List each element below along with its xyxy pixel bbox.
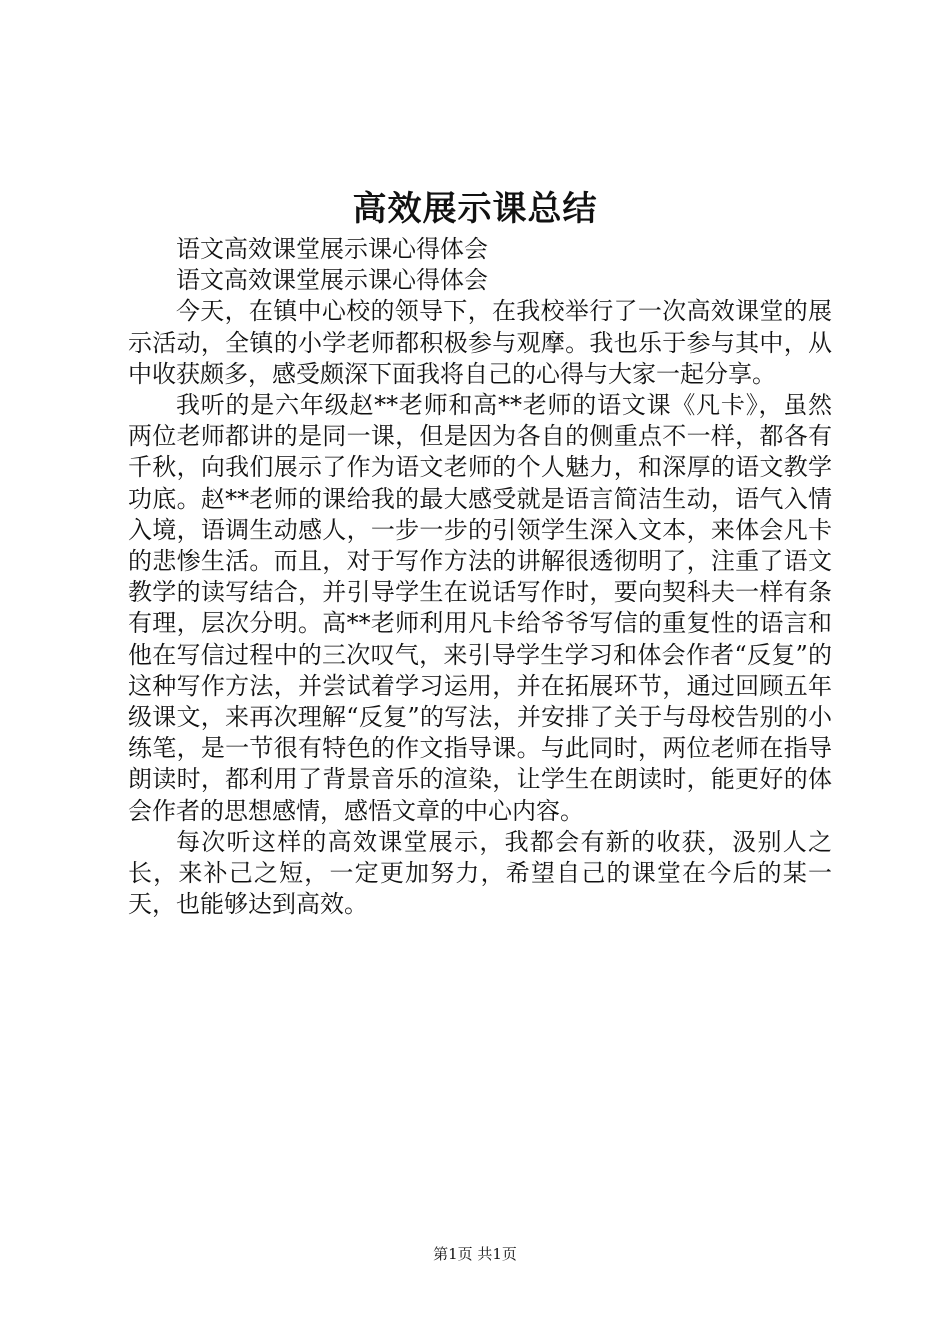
document-title: 高效展示课总结 — [352, 189, 598, 229]
paragraph-main: 我听的是六年级赵**老师和高**老师的语文课《凡卡》，虽然两位老师都讲的是同一课，但是因为各自的侧重点不一样，都各有千秋，向我们展示了作为语文老师的个人魅力，和深厚的语文教学功底。赵**老师的课给我的最大感受就是语言简洁生动，语气入情入境，语调生动感人，一步一步的引领学生深入文本，来体会凡卡的悲惨生活。而且，对于写作方法的讲解很透彻明了，注重了语文教学的读写结合，并引导学生在说话写作时，要向契科夫一样有条有理，层次分明。高**老师利用凡卡给爷爷写信的重复性的语言和他在写信过程中的三次叹气，来引导学生学习和体会作者“反复”的这种写作方法，并尝试着学习运用，并在拓展环节，通过回顾五年级课文，来再次理解“反复”的写法，并安排了关于与母校告别的小练笔，是一节很有特色的作文指导课。与此同时，两位老师在指导朗读时，都利用了背景音乐的渲染，让学生在朗读时，能更好的体会作者的思想感情，感悟文章的中心内容。 — [128, 391, 832, 825]
paragraph-subtitle-2: 语文高效课堂展示课心得体会 — [176, 266, 488, 295]
document-body — [128, 234, 832, 920]
paragraph-subtitle-1: 语文高效课堂展示课心得体会 — [176, 235, 488, 263]
paragraph-intro: 今天，在镇中心校的领导下，在我校举行了一次高效课堂的展示活动，全镇的小学老师都积极参与观摩。我也乐于参与其中，从中收获颇多，感受颇深下面我将自己的心得与大家一起分享。 — [128, 297, 832, 388]
paragraph-conclusion: 每次听这样的高效课堂展示，我都会有新的收获，汲别人之长，来补己之短，一定更加努力，希望自己的课堂在今后的某一天，也能够达到高效。 — [128, 827, 832, 919]
page-footer: 第1页 共1页 — [433, 1245, 517, 1263]
